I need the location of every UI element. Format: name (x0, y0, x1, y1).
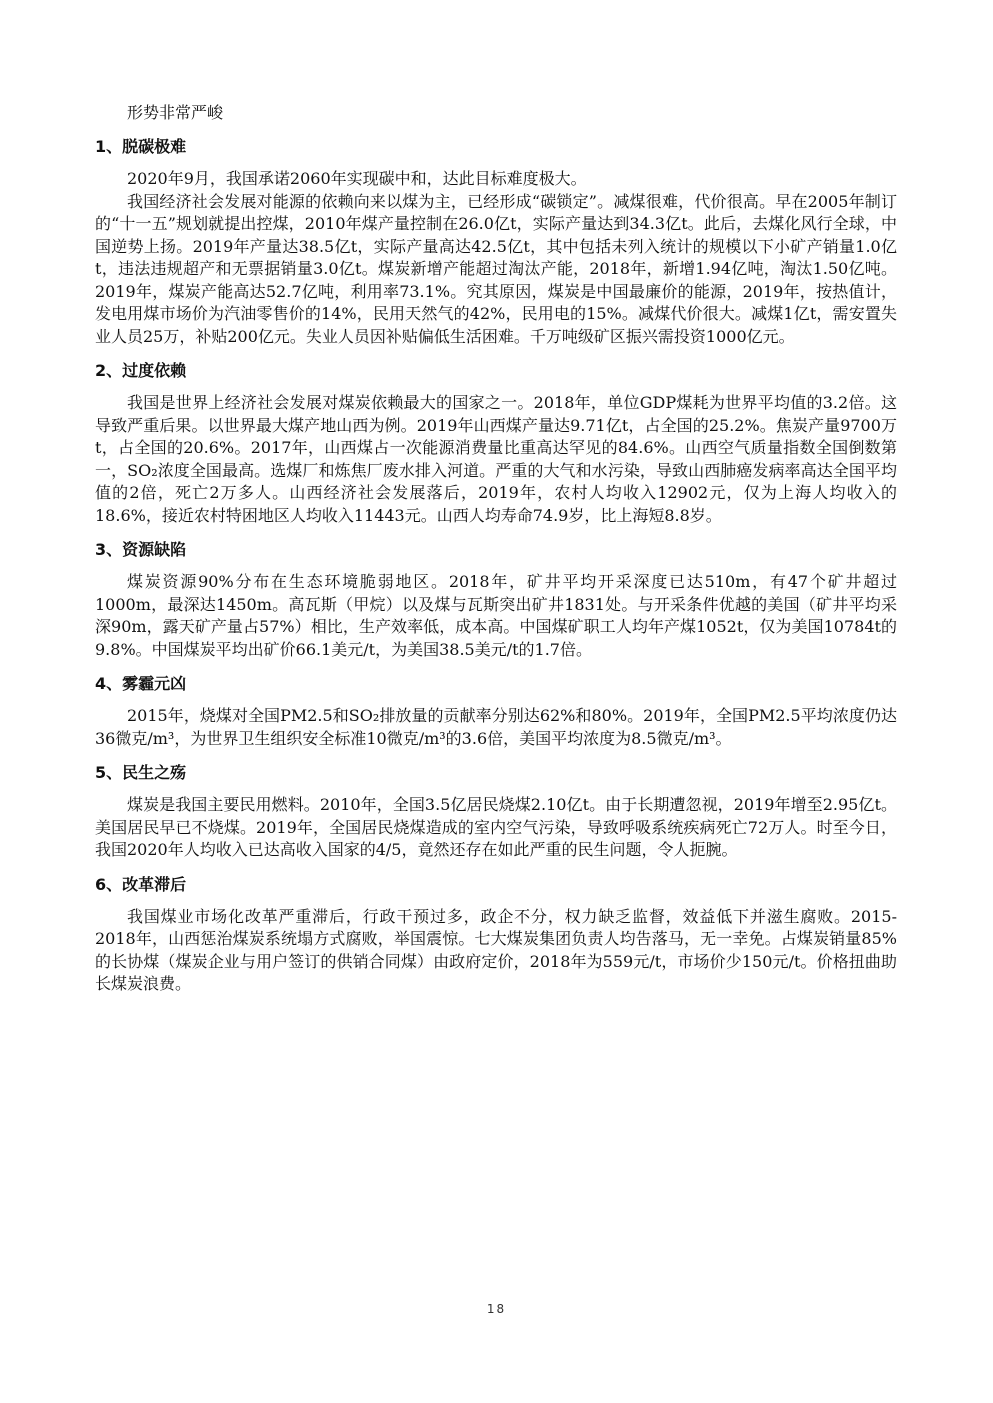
section-1 (95, 136, 897, 348)
page-content (95, 102, 897, 1008)
section-6 (95, 874, 897, 996)
section-3 (95, 539, 897, 661)
page-number: 18 (486, 1302, 507, 1316)
section-heading: 6、改革滞后 (95, 874, 187, 894)
paragraph: 我国经济社会发展对能源的依赖向来以煤为主，已经形成“碳锁定”。减煤很难，代价很高。早在2005年制订的“十一五”规划就提出控煤，2010年煤产量控制在26.0亿t，实际产量达到34.3亿t。此后，去煤化风行全球，中国逆势上扬。2019年产量达38.5亿t，实际产量高达42.5亿t，其中包括未列入统计的规模以下小矿产销量1.0亿t，违法违规超产和无票据销量3.0亿t。煤炭新增产能超过淘汰产能，2018年，新增1.94亿吨，淘汰1.50亿吨。2019年，煤炭产能高达52.7亿吨，利用率73.1%。究其原因，煤炭是中国最廉价的能源，2019年，按热值计，发电用煤市场价为汽油零售价的14%，民用天然气的42%，民用电的15%。减煤代价很大。减煤1亿t，需安置失业人员25万，补贴200亿元。失业人员因补贴偏低生活困难。千万吨级矿区振兴需投资1000亿元。 (95, 191, 897, 346)
paragraph: 我国是世界上经济社会发展对煤炭依赖最大的国家之一。2018年，单位GDP煤耗为世界平均值的3.2倍。这导致严重后果。以世界最大煤产地山西为例。2019年山西煤产量达9.71亿t，占全国的25.2%。焦炭产量9700万t，占全国的20.6%。2017年，山西煤占一次能源消费量比重高达罕见的84.6%。山西空气质量指数全国倒数第一，SO₂浓度全国最高。选煤厂和炼焦厂废水排入河道。严重的大气和水污染，导致山西肺癌发病率高达全国平均值的2倍，死亡2万多人。山西经济社会发展落后，2019年，农村人均收入12902元，仅为上海人均收入的18.6%，接近农村特困地区人均收入11443元。山西人均寿命74.9岁，比上海短8.8岁。 (95, 393, 897, 525)
section-heading: 3、资源缺陷 (95, 540, 187, 559)
paragraph: 煤炭是我国主要民用燃料。2010年，全国3.5亿居民烧煤2.10亿t。由于长期遭忽视，2019年增至2.95亿t。美国居民早已不烧煤。2019年，全国居民烧煤造成的室内空气污染，导致呼吸系统疾病死亡72万人。时至今日，我国2020年人均收入已达高收入国家的4/5，竟然还存在如此严重的民生问题，令人扼腕。 (95, 795, 897, 859)
paragraph: 2020年9月，我国承诺2060年实现碳中和，达此目标难度极大。 (127, 169, 587, 188)
section-heading: 4、雾霾元凶 (95, 674, 187, 693)
section-4 (95, 673, 897, 750)
section-heading: 5、民生之殇 (95, 763, 187, 782)
section-2 (95, 360, 897, 527)
paragraph: 2015年，烧煤对全国PM2.5和SO₂排放量的贡献率分别达62%和80%。2019年，全国PM2.5平均浓度仍达36微克/m³，为世界卫生组织安全标准10微克/m³的3.6倍，美国平均浓度为8.5微克/m³。 (95, 706, 897, 748)
paragraph: 我国煤业市场化改革严重滞后，行政干预过多，政企不分，权力缺乏监督，效益低下并滋生腐败。2015-2018年，山西惩治煤炭系统塌方式腐败，举国震惊。七大煤炭集团负责人均告落马，无一幸免。占煤炭销量85%的长协煤（煤炭企业与用户签订的供销合同煤）由政府定价，2018年为559元/t，市场价少150元/t。价格扭曲助长煤炭浪费。 (95, 906, 897, 993)
section-heading: 1、脱碳极难 (95, 137, 187, 156)
paragraph: 煤炭资源90%分布在生态环境脆弱地区。2018年，矿井平均开采深度已达510m，有47个矿井超过1000m，最深达1450m。高瓦斯（甲烷）以及煤与瓦斯突出矿井1831处。与开采条件优越的美国（矿井平均采深90m，露天矿产量占57%）相比，生产效率低，成本高。中国煤矿职工人均年产煤1052t，仅为美国10784t的9.8%。中国煤炭平均出矿价66.1美元/t，为美国38.5美元/t的1.7倍。 (95, 572, 897, 659)
section-5 (95, 762, 897, 862)
section-heading: 2、过度依赖 (95, 361, 187, 380)
intro-line: 形势非常严峻 (127, 103, 224, 122)
